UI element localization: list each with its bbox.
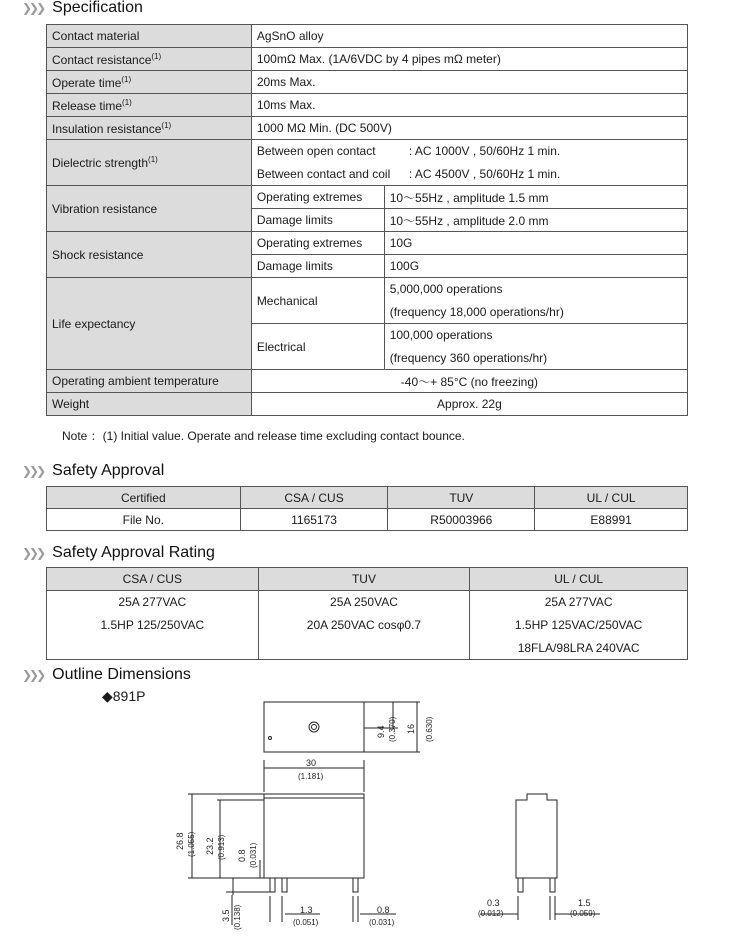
row-value: -40～+ 85°C (no freezing) (251, 370, 687, 393)
dim-label: (0.059) (570, 909, 596, 918)
header-cell: UL / CUL (470, 568, 688, 591)
front-pin (282, 878, 287, 892)
top-view-body (264, 702, 364, 752)
row-label: Operating ambient temperature (47, 370, 252, 393)
dim-label: 16 (406, 723, 416, 734)
row-value: 10ms Max. (251, 94, 687, 117)
chevron-icon: ❯❯❯ (22, 464, 44, 478)
row-label: Weight (47, 393, 252, 416)
row-label: Contact resistance$^{(1)}$ (47, 48, 252, 71)
sub-label: Damage limits (251, 255, 384, 278)
dimension-labels (175, 716, 596, 930)
header-cell: CSA / CUS (47, 568, 259, 591)
row-label: Insulation resistance$^{(1)}$ (47, 117, 252, 140)
row-label: Operate time$^{(1)}$ (47, 71, 252, 94)
dim-label: 0.8 (377, 905, 390, 915)
sub-label: Electrical (251, 324, 384, 370)
row-value: Between contact and coil : AC 4500V , 50/60Hz 1 min. (251, 163, 687, 186)
row-value: 100,000 operations (384, 324, 687, 347)
top-view-mark (269, 737, 272, 740)
cell: E88991 (535, 509, 688, 531)
model-label: ◆891P (102, 688, 146, 704)
dim-label: 30 (306, 758, 317, 768)
dim-label: (0.913) (217, 834, 226, 860)
outline-title: Outline Dimensions (52, 666, 191, 683)
row-value: 1000 MΩ Min. (DC 500V) (251, 117, 687, 140)
header-cell: TUV (388, 487, 535, 509)
cell: 20A 250VAC cosφ0.7 (258, 614, 470, 637)
side-pin (518, 878, 523, 892)
row-value: 10G (384, 232, 687, 255)
top-view-hole (309, 722, 319, 732)
dim-label: (0.051) (293, 918, 319, 927)
row-label: Release time$^{(1)}$ (47, 94, 252, 117)
row-value: 5,000,000 operations (384, 278, 687, 301)
cell: 1.5HP 125/250VAC (47, 614, 259, 637)
cell: R50003966 (388, 509, 535, 531)
sub-label: Operating extremes (251, 186, 384, 209)
front-pin (353, 878, 358, 892)
row-value: (frequency 360 operations/hr) (384, 347, 687, 370)
chevron-icon: ❯❯❯ (22, 546, 44, 560)
chevron-icon: ❯❯❯ (22, 1, 44, 15)
dim-label: 9.4 (376, 725, 386, 738)
cell: 25A 277VAC (470, 591, 688, 614)
row-value: 10～55Hz , amplitude 1.5 mm (384, 186, 687, 209)
front-pin (270, 878, 275, 892)
row-value: 10～55Hz , amplitude 2.0 mm (384, 209, 687, 232)
front-view-body (264, 794, 364, 878)
dim-label: (0.031) (369, 918, 395, 927)
row-value: 100mΩ Max. (1A/6VDC by 4 pipes mΩ meter) (251, 48, 687, 71)
row-value: AgSnO alloy (251, 25, 687, 48)
dim-label: (0.138) (233, 904, 242, 930)
header-cell: CSA / CUS (240, 487, 388, 509)
cell: 1165173 (240, 509, 388, 531)
row-value: Approx. 22g (251, 393, 687, 416)
dim-label: 26.8 (175, 832, 185, 850)
row-label: Vibration resistance (47, 186, 252, 232)
row-value: Between open contact : AC 1000V , 50/60Hz 1 min. (251, 140, 687, 163)
side-pin (550, 878, 555, 892)
header-cell: TUV (258, 568, 470, 591)
chevron-icon: ❯❯❯ (22, 668, 44, 682)
dim-label: 1.5 (578, 898, 591, 908)
rating-title: Safety Approval Rating (52, 544, 215, 561)
side-view-body (516, 794, 557, 878)
approval-title: Safety Approval (52, 462, 165, 479)
cell: 25A 250VAC (258, 591, 470, 614)
row-value: 20ms Max. (251, 71, 687, 94)
dim-label: (1.181) (298, 772, 324, 781)
footnote: Note ：(1) Initial value. Operate and release time excluding contact bounce. (62, 429, 465, 443)
row-label: Shock resistance (47, 232, 252, 278)
row-label: Dielectric strength$^{(1)}$ (47, 140, 252, 186)
sub-label: Mechanical (251, 278, 384, 324)
row-label: Life expectancy (47, 278, 252, 370)
header-cell: Certified (47, 487, 241, 509)
cell: 18FLA/98LRA 240VAC (470, 637, 688, 660)
cell: 25A 277VAC (47, 591, 259, 614)
cell: 1.5HP 125VAC/250VAC (470, 614, 688, 637)
row-value: 100G (384, 255, 687, 278)
dim-label: 23.2 (205, 837, 215, 855)
dim-label: 0.8 (237, 849, 247, 862)
row-value: (frequency 18,000 operations/hr) (384, 301, 687, 324)
dim-label: 3.5 (221, 909, 231, 922)
dim-label: 1.3 (300, 905, 313, 915)
dim-label: (0.370) (388, 716, 397, 742)
dim-label: 0.3 (487, 898, 500, 908)
dim-label: (1.055) (187, 831, 196, 857)
dim-label: (0.012) (478, 909, 504, 918)
cell: File No. (47, 509, 241, 531)
sub-label: Operating extremes (251, 232, 384, 255)
sub-label: Damage limits (251, 209, 384, 232)
dim-label: (0.630) (425, 716, 434, 742)
header-cell: UL / CUL (535, 487, 688, 509)
spec-title: Specification (52, 0, 143, 16)
dim-label: (0.031) (249, 842, 258, 868)
row-label: Contact material (47, 25, 252, 48)
